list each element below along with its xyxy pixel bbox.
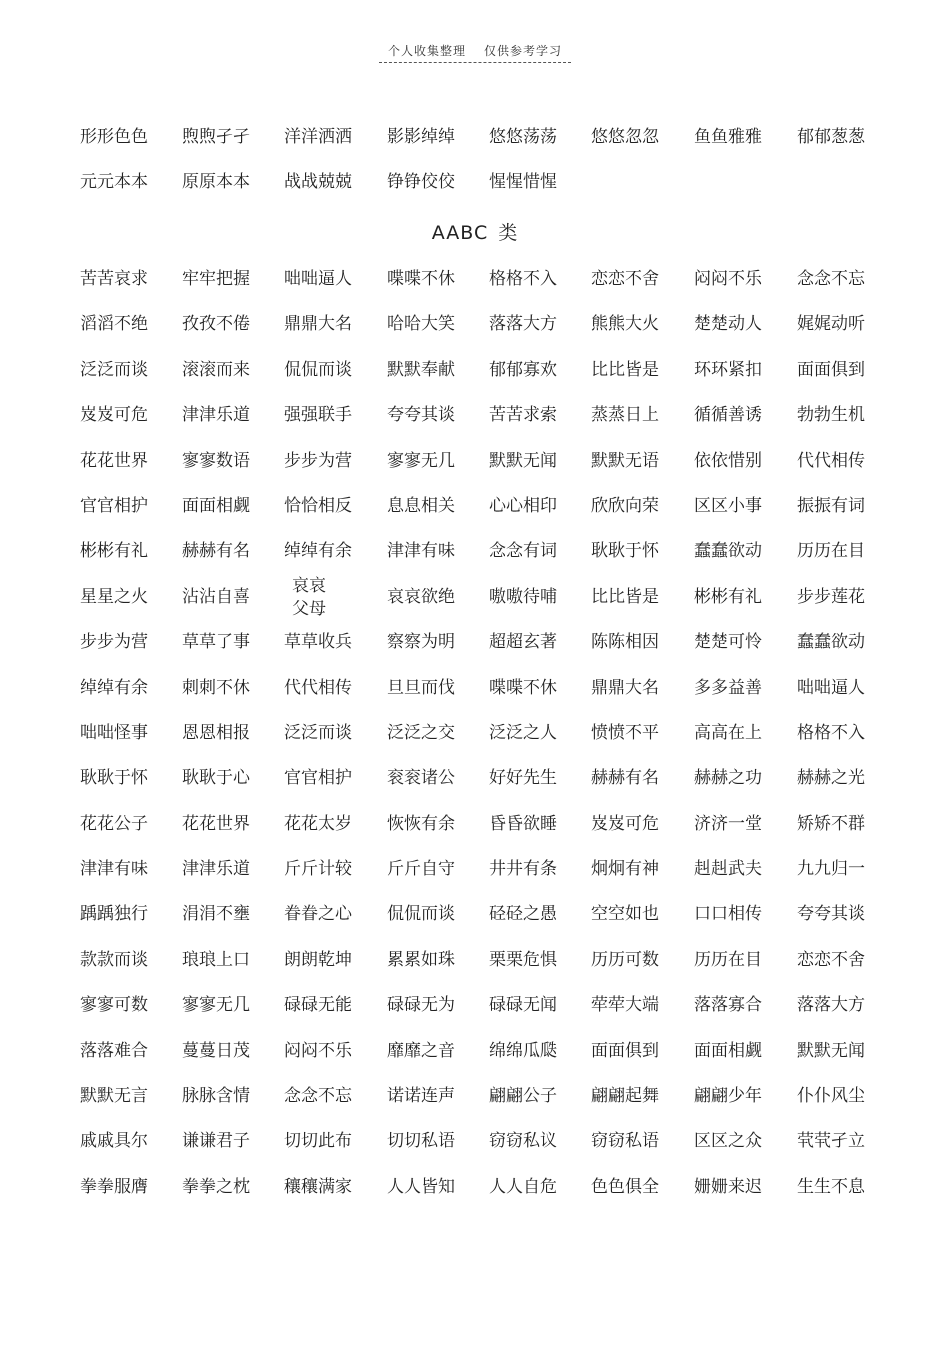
idiom-cell: 比比皆是 — [591, 586, 659, 607]
idiom-cell: 默默无闻 — [797, 1040, 865, 1061]
idiom-cell: 衮衮诸公 — [387, 768, 455, 789]
idiom-cell: 赫赫之光 — [797, 768, 865, 789]
idiom-cell: 切切私语 — [387, 1131, 455, 1152]
section-title-prefix: AABC — [431, 222, 489, 244]
idiom-cell: 强强联手 — [284, 405, 352, 426]
idiom-cell: 多多益善 — [694, 677, 762, 698]
idiom-cell: 咄咄逼人 — [797, 677, 865, 698]
idiom-cell: 哈哈大笑 — [387, 314, 455, 335]
idiom-cell: 夸夸其谈 — [387, 405, 455, 426]
idiom-cell: 高高在上 — [694, 722, 762, 743]
idiom-cell: 碌碌无为 — [387, 995, 455, 1016]
idiom-cell: 切切此布 — [284, 1131, 352, 1152]
idiom-cell: 津津有味 — [387, 541, 455, 562]
idiom-cell: 赳赳武夫 — [694, 859, 762, 880]
idiom-cell: 累累如珠 — [387, 949, 455, 970]
idiom-cell: 步步莲花 — [797, 586, 865, 607]
idiom-cell: 念念不忘 — [284, 1086, 352, 1107]
idiom-row — [80, 1176, 900, 1221]
idiom-cell: 昏昏欲睡 — [489, 813, 557, 834]
idiom-cell: 斤斤自守 — [387, 859, 455, 880]
idiom-row — [80, 949, 900, 994]
idiom-row — [80, 126, 900, 171]
idiom-cell: 代代相传 — [797, 450, 865, 471]
idiom-row — [80, 722, 900, 767]
idiom-grid-top — [80, 126, 900, 217]
idiom-row — [80, 495, 900, 540]
idiom-cell: 代代相传 — [284, 677, 352, 698]
idiom-cell: 闷闷不乐 — [694, 269, 762, 289]
idiom-cell: 战战兢兢 — [284, 172, 352, 193]
idiom-cell: 咄咄怪事 — [80, 722, 148, 743]
idiom-cell: 哀哀欲绝 — [387, 586, 455, 607]
idiom-cell: 恩恩相报 — [182, 722, 250, 743]
idiom-row — [80, 313, 900, 358]
idiom-cell: 喋喋不休 — [489, 677, 557, 698]
idiom-cell: 息息相关 — [387, 495, 455, 516]
idiom-cell: 步步为营 — [80, 632, 148, 653]
idiom-cell: 井井有条 — [489, 859, 557, 880]
idiom-cell: 振振有词 — [797, 495, 865, 516]
idiom-cell: 泛泛而谈 — [80, 359, 148, 380]
idiom-cell: 耿耿于怀 — [591, 541, 659, 562]
idiom-cell: 默默无语 — [591, 450, 659, 471]
idiom-cell: 默默奉献 — [387, 359, 455, 380]
idiom-cell: 鼎鼎大名 — [591, 677, 659, 698]
idiom-cell: 苦苦求索 — [489, 405, 557, 426]
idiom-cell: 姗姗来迟 — [694, 1176, 762, 1197]
idiom-cell: 滚滚而来 — [182, 359, 250, 380]
idiom-cell: 彬彬有礼 — [80, 541, 148, 562]
idiom-cell: 蠢蠢欲动 — [797, 632, 865, 653]
idiom-cell: 泛泛之交 — [387, 722, 455, 743]
idiom-cell: 彬彬有礼 — [694, 586, 762, 607]
idiom-row — [80, 858, 900, 903]
idiom-cell: 人人自危 — [489, 1176, 557, 1197]
idiom-cell: 郁郁葱葱 — [797, 127, 865, 147]
idiom-cell: 面面相觑 — [694, 1040, 762, 1061]
idiom-cell: 荦荦大端 — [591, 995, 659, 1016]
idiom-cell: 楚楚可怜 — [694, 632, 762, 653]
idiom-cell: 心心相印 — [489, 495, 557, 516]
idiom-cell: 赫赫有名 — [182, 541, 250, 562]
idiom-row — [80, 359, 900, 404]
idiom-row — [80, 767, 900, 812]
idiom-cell: 好好先生 — [489, 768, 557, 789]
idiom-cell: 煦煦孑孑 — [182, 127, 250, 147]
idiom-cell: 寥寥数语 — [182, 450, 250, 471]
idiom-cell: 面面俱到 — [591, 1040, 659, 1061]
idiom-cell: 九九归一 — [797, 859, 865, 880]
idiom-cell: 拳拳服膺 — [80, 1176, 148, 1197]
idiom-cell: 鱼鱼雅雅 — [694, 127, 762, 147]
idiom-cell: 寥寥可数 — [80, 995, 148, 1016]
idiom-cell: 侃侃而谈 — [387, 904, 455, 925]
idiom-cell: 寥寥无几 — [387, 450, 455, 471]
idiom-cell: 硁硁之愚 — [489, 904, 557, 925]
idiom-cell: 寥寥无几 — [182, 995, 250, 1016]
idiom-cell: 炯炯有神 — [591, 859, 659, 880]
idiom-cell: 色色俱全 — [591, 1176, 659, 1197]
idiom-cell: 脉脉含情 — [182, 1086, 250, 1107]
idiom-row — [80, 268, 900, 313]
idiom-cell: 蒸蒸日上 — [591, 405, 659, 426]
idiom-cell: 靡靡之音 — [387, 1040, 455, 1061]
idiom-cell: 耿耿于心 — [182, 768, 250, 789]
idiom-cell: 赫赫有名 — [591, 768, 659, 789]
idiom-cell: 落落大方 — [797, 995, 865, 1016]
idiom-cell: 鼎鼎大名 — [284, 314, 352, 335]
idiom-cell: 区区之众 — [694, 1131, 762, 1152]
idiom-cell: 泛泛之人 — [489, 722, 557, 743]
idiom-cell: 郁郁寡欢 — [489, 359, 557, 380]
idiom-cell: 踽踽独行 — [80, 904, 148, 925]
idiom-grid-aabc — [80, 268, 900, 1221]
idiom-cell: 环环紧扣 — [694, 359, 762, 380]
idiom-cell: 察察为明 — [387, 632, 455, 653]
idiom-cell: 循循善诱 — [694, 405, 762, 426]
idiom-row — [80, 1085, 900, 1130]
idiom-cell: 恋恋不舍 — [797, 949, 865, 970]
idiom-cell: 旦旦而伐 — [387, 677, 455, 698]
idiom-cell: 人人皆知 — [387, 1176, 455, 1197]
idiom-cell: 闷闷不乐 — [284, 1040, 352, 1061]
idiom-row — [80, 1040, 900, 1085]
idiom-cell: 影影绰绰 — [387, 127, 455, 147]
idiom-cell: 碌碌无能 — [284, 995, 352, 1016]
idiom-cell: 空空如也 — [591, 904, 659, 925]
idiom-cell: 元元本本 — [80, 172, 148, 193]
idiom-row — [80, 677, 900, 722]
idiom-cell: 夸夸其谈 — [797, 904, 865, 925]
idiom-cell: 孜孜不倦 — [182, 314, 250, 335]
idiom-cell: 默默无闻 — [489, 450, 557, 471]
header-banner — [379, 42, 571, 63]
idiom-cell: 比比皆是 — [591, 359, 659, 380]
idiom-cell: 蔓蔓日茂 — [182, 1040, 250, 1061]
idiom-cell: 花花公子 — [80, 813, 148, 834]
idiom-cell: 勃勃生机 — [797, 405, 865, 426]
idiom-cell: 念念不忘 — [797, 269, 865, 289]
idiom-cell: 熊熊大火 — [591, 314, 659, 335]
idiom-cell: 津津乐道 — [182, 405, 250, 426]
idiom-cell: 花花世界 — [80, 450, 148, 471]
idiom-cell: 愤愤不平 — [591, 722, 659, 743]
idiom-cell: 津津乐道 — [182, 859, 250, 880]
idiom-cell: 翩翩少年 — [694, 1086, 762, 1107]
idiom-cell: 面面相觑 — [182, 495, 250, 516]
idiom-cell: 悠悠忽忽 — [591, 127, 659, 147]
idiom-cell: 历历在目 — [694, 949, 762, 970]
idiom-cell: 陈陈相因 — [591, 632, 659, 653]
idiom-cell: 绰绰有余 — [80, 677, 148, 698]
idiom-cell: 楚楚动人 — [694, 314, 762, 335]
idiom-cell: 仆仆风尘 — [797, 1086, 865, 1107]
idiom-cell: 碌碌无闻 — [489, 995, 557, 1016]
idiom-cell: 区区小事 — [694, 495, 762, 516]
idiom-cell: 面面俱到 — [797, 359, 865, 380]
idiom-cell: 落落难合 — [80, 1040, 148, 1061]
idiom-cell: 格格不入 — [489, 269, 557, 289]
section-title — [0, 218, 950, 245]
idiom-cell: 哀哀父母 — [292, 575, 326, 619]
idiom-cell: 茕茕孑立 — [797, 1131, 865, 1152]
idiom-row — [80, 540, 900, 585]
idiom-cell: 窃窃私语 — [591, 1131, 659, 1152]
idiom-cell: 耿耿于怀 — [80, 768, 148, 789]
idiom-cell: 苦苦哀求 — [80, 269, 148, 289]
idiom-cell: 原原本本 — [182, 172, 250, 193]
idiom-cell: 星星之火 — [80, 586, 148, 607]
idiom-cell: 历历可数 — [591, 949, 659, 970]
idiom-cell: 落落大方 — [489, 314, 557, 335]
idiom-cell: 默默无言 — [80, 1086, 148, 1107]
idiom-cell: 翩翩起舞 — [591, 1086, 659, 1107]
idiom-cell: 步步为营 — [284, 450, 352, 471]
idiom-cell: 穰穰满家 — [284, 1176, 352, 1197]
page-header — [0, 40, 950, 63]
idiom-cell: 滔滔不绝 — [80, 314, 148, 335]
idiom-cell: 朗朗乾坤 — [284, 949, 352, 970]
idiom-cell: 喋喋不休 — [387, 269, 455, 289]
idiom-cell: 草草收兵 — [284, 632, 352, 653]
idiom-cell: 惺惺惜惺 — [489, 172, 557, 193]
idiom-cell: 花花太岁 — [284, 813, 352, 834]
idiom-cell: 草草了事 — [182, 632, 250, 653]
idiom-cell: 落落寡合 — [694, 995, 762, 1016]
idiom-cell: 形形色色 — [80, 127, 148, 147]
idiom-cell: 诺诺连声 — [387, 1086, 455, 1107]
idiom-cell: 岌岌可危 — [80, 405, 148, 426]
header-left-text: 个人收集整理 — [387, 44, 466, 58]
idiom-cell: 恢恢有余 — [387, 813, 455, 834]
idiom-cell: 津津有味 — [80, 859, 148, 880]
idiom-cell: 恋恋不舍 — [591, 269, 659, 289]
idiom-cell: 款款而谈 — [80, 949, 148, 970]
idiom-cell: 栗栗危惧 — [489, 949, 557, 970]
idiom-cell: 牢牢把握 — [182, 269, 250, 289]
idiom-cell: 官官相护 — [80, 495, 148, 516]
idiom-cell: 岌岌可危 — [591, 813, 659, 834]
idiom-cell: 拳拳之枕 — [182, 1176, 250, 1197]
idiom-row — [80, 450, 900, 495]
idiom-cell: 口口相传 — [694, 904, 762, 925]
idiom-cell: 谦谦君子 — [182, 1131, 250, 1152]
idiom-cell: 悠悠荡荡 — [489, 127, 557, 147]
idiom-cell: 念念有词 — [489, 541, 557, 562]
idiom-cell: 恰恰相反 — [284, 495, 352, 516]
idiom-cell: 洋洋洒洒 — [284, 127, 352, 147]
idiom-row — [80, 1130, 900, 1175]
idiom-cell: 窃窃私议 — [489, 1131, 557, 1152]
header-right-text: 仅供参考学习 — [484, 44, 563, 58]
idiom-row — [80, 404, 900, 449]
idiom-row — [80, 903, 900, 948]
idiom-cell: 刺刺不休 — [182, 677, 250, 698]
idiom-cell: 依依惜别 — [694, 450, 762, 471]
idiom-cell: 琅琅上口 — [182, 949, 250, 970]
idiom-row — [80, 631, 900, 676]
idiom-cell: 赫赫之功 — [694, 768, 762, 789]
idiom-cell: 斤斤计较 — [284, 859, 352, 880]
idiom-row — [80, 994, 900, 1039]
idiom-row — [80, 171, 900, 216]
idiom-cell: 欣欣向荣 — [591, 495, 659, 516]
idiom-cell: 眷眷之心 — [284, 904, 352, 925]
idiom-row — [80, 575, 900, 631]
section-title-suffix: 类 — [498, 222, 519, 244]
idiom-cell: 花花世界 — [182, 813, 250, 834]
idiom-cell: 绵绵瓜瓞 — [489, 1040, 557, 1061]
idiom-cell: 格格不入 — [797, 722, 865, 743]
idiom-cell: 历历在目 — [797, 541, 865, 562]
idiom-cell: 矫矫不群 — [797, 813, 865, 834]
idiom-cell: 翩翩公子 — [489, 1086, 557, 1107]
idiom-cell: 涓涓不壅 — [182, 904, 250, 925]
idiom-cell: 侃侃而谈 — [284, 359, 352, 380]
idiom-cell: 济济一堂 — [694, 813, 762, 834]
idiom-cell: 娓娓动听 — [797, 314, 865, 335]
idiom-cell: 沾沾自喜 — [182, 586, 250, 607]
idiom-cell: 咄咄逼人 — [284, 269, 352, 289]
idiom-row — [80, 813, 900, 858]
idiom-cell: 绰绰有余 — [284, 541, 352, 562]
idiom-cell: 官官相护 — [284, 768, 352, 789]
idiom-cell: 生生不息 — [797, 1176, 865, 1197]
idiom-cell: 戚戚具尔 — [80, 1131, 148, 1152]
idiom-cell: 蠢蠢欲动 — [694, 541, 762, 562]
idiom-cell: 嗷嗷待哺 — [489, 586, 557, 607]
idiom-cell: 泛泛而谈 — [284, 722, 352, 743]
idiom-cell: 超超玄著 — [489, 632, 557, 653]
idiom-cell: 铮铮佼佼 — [387, 172, 455, 193]
